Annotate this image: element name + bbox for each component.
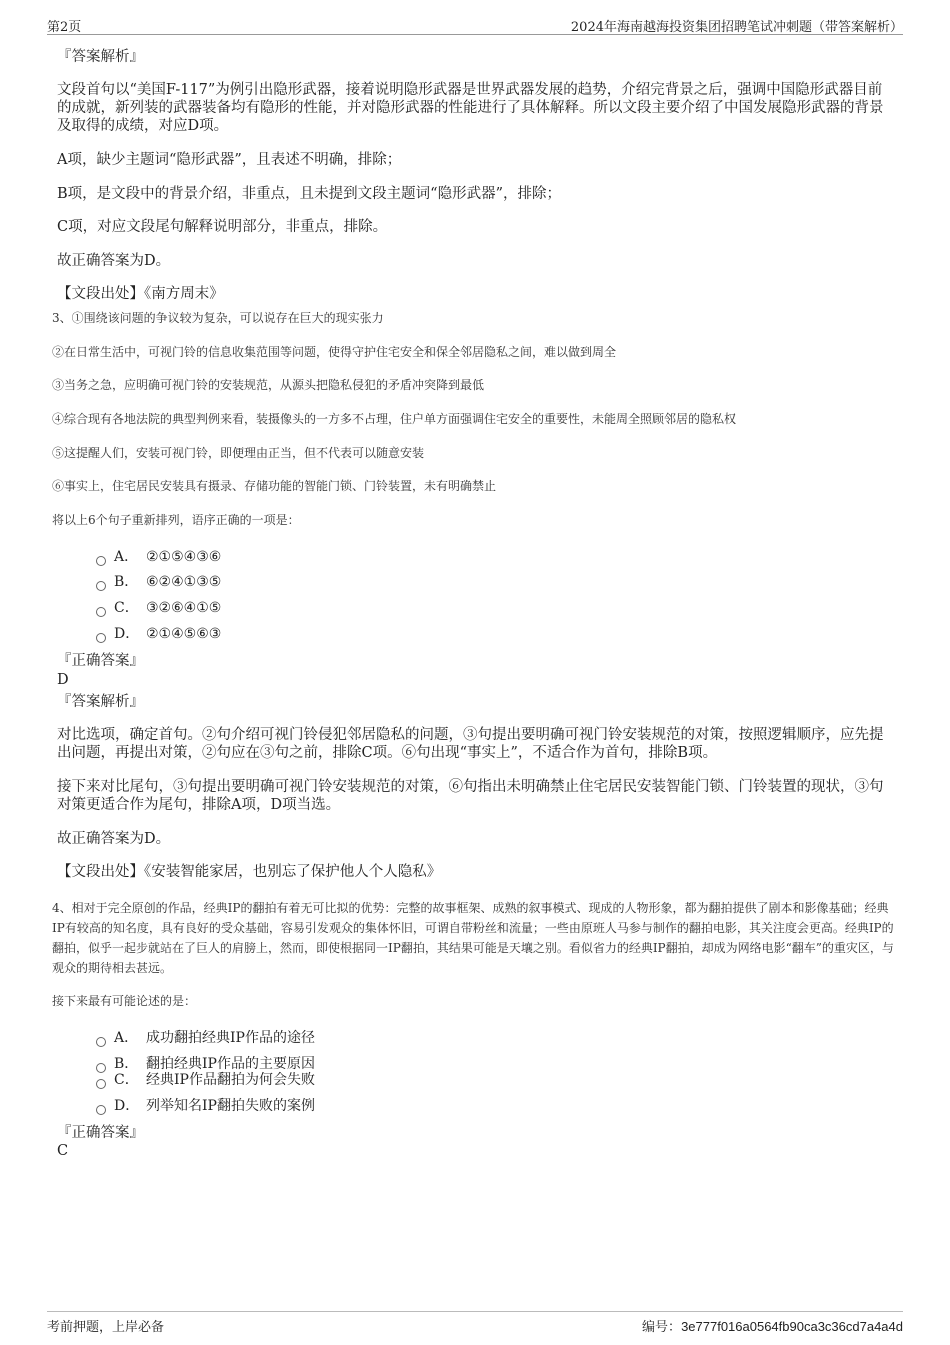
q4-option-c[interactable]: [96, 1071, 315, 1089]
q3-source: 【文段出处】《安装智能家居，也别忘了保护他人个人隐私》: [57, 864, 442, 880]
option-text: ②①④⑤⑥③: [146, 626, 222, 642]
q2-analysis-paragraph-4: C项，对应文段尾句解释说明部分，非重点，排除。: [57, 219, 388, 235]
q3-analysis-label: 『答案解析』: [57, 694, 144, 710]
option-text: 列举知名IP翻拍失败的案例: [146, 1098, 315, 1114]
option-text: ⑥②④①③⑤: [146, 574, 222, 590]
radio-icon[interactable]: [96, 581, 106, 591]
q3-option-d[interactable]: [96, 625, 221, 643]
page-number: 第2页: [47, 20, 82, 35]
q3-sentence-4: ④综合现有各地法院的典型判例来看，装摄像头的一方多不占理，住户单方面强调住宅安全的重要性，未能周全照顾邻居的隐私权: [52, 412, 737, 426]
q3-option-b[interactable]: [96, 573, 221, 591]
q3-sentence-5: ⑤这提醒人们，安装可视门铃，即便理由正当，但不代表可以随意安装: [52, 446, 425, 460]
q3-sentence-6: ⑥事实上，住宅居民安装具有摄录、存储功能的智能门锁、门铃装置，未有明确禁止: [52, 479, 497, 493]
q4-passage: 4、相对于完全原创的作品，经典IP的翻拍有着无可比拟的优势：完整的故事框架、成熟的叙事模式、现成的人物形象，都为翻拍提供了剧本和影像基础；经典IP有较高的知名度，具有良好的受众基础，容易引发观众的集体怀旧，可谓自带粉丝和流量；一些由原班人马参与制作的翻拍电影，其关注度会更高。经典IP的翻拍，似乎一起步就站在了巨人的肩膀上，然而，即使根据同一IP翻拍，其结果可能是天壤之别。看似省力的经典IP翻拍，却成为网络电影“翻车”的重灾区，与观众的期待相去甚远。: [52, 901, 894, 975]
option-letter: A．: [114, 549, 139, 565]
q2-analysis-paragraph-3: B项，是文段中的背景介绍，非重点，且未提到文段主题词“隐形武器”，排除；: [57, 186, 561, 202]
option-text: 翻拍经典IP作品的主要原因: [146, 1056, 315, 1072]
option-text: ③②⑥④①⑤: [146, 600, 222, 616]
q3-sentence-2: ②在日常生活中，可视门铃的信息收集范围等问题，使得守护住宅安全和保全邻居隐私之间，难以做到周全: [52, 345, 617, 359]
q3-sentence-3: ③当务之急，应明确可视门铃的安装规范，从源头把隐私侵犯的矛盾冲突降到最低: [52, 378, 485, 392]
footer-code: [642, 1316, 903, 1335]
footer-code-value: 3e777f016a0564fb90ca3c36cd7a4a4d: [681, 1319, 903, 1334]
q4-option-d[interactable]: [96, 1097, 315, 1115]
q4-answer: C: [57, 1143, 69, 1159]
q3-analysis-paragraph-2: 接下来对比尾句，③句提出要明确可视门铃安装规范的对策，⑥句指出未明确禁止住宅居民安装智能门锁、门铃装置的现状，③句对策更适合作为尾句，排除A项，D项当选。: [57, 779, 884, 813]
q3-answer-label: 『正确答案』: [57, 653, 144, 669]
q2-conclusion: 故正确答案为D。: [57, 253, 171, 269]
radio-icon[interactable]: [96, 1105, 106, 1115]
option-letter: A．: [114, 1030, 139, 1046]
page-header: [47, 14, 903, 35]
radio-icon[interactable]: [96, 633, 106, 643]
page-footer: [47, 1311, 903, 1334]
option-letter: C．: [114, 1072, 139, 1088]
option-text: 成功翻拍经典IP作品的途径: [146, 1030, 315, 1046]
footer-slogan: 考前押题，上岸必备: [47, 1320, 165, 1335]
q2-analysis-paragraph-2: A项，缺少主题词“隐形武器”，且表述不明确，排除；: [57, 152, 402, 168]
option-letter: B．: [114, 1056, 139, 1072]
q3-sentence-1: 3、①围绕该问题的争议较为复杂，可以说存在巨大的现实张力: [52, 311, 384, 325]
radio-icon[interactable]: [96, 607, 106, 617]
footer-code-label: 编号：: [642, 1320, 682, 1335]
q3-analysis-paragraph-1: 对比选项，确定首句。②句介绍可视门铃侵犯邻居隐私的问题，③句提出要明确可视门铃安装规范的对策，按照逻辑顺序，应先提出问题，再提出对策，②句应在③句之前，排除C项。⑥句出现“事实上”，不适合作为首句，排除B项。: [57, 727, 884, 761]
q3-option-a[interactable]: [96, 548, 221, 566]
q4-answer-label: 『正确答案』: [57, 1125, 144, 1141]
q2-analysis-paragraph-1: 文段首句以“美国F-117”为例引出隐形武器，接着说明隐形武器是世界武器发展的趋势，介绍完背景之后，强调中国隐形武器目前的成就，新列装的武器装备均有隐形的性能，并对隐形武器的性能进行了具体解释。所以文段主要介绍了中国发展隐形武器的背景及取得的成绩，对应D项。: [57, 82, 884, 134]
option-letter: D．: [114, 1098, 140, 1114]
q4-stem: 接下来最有可能论述的是：: [52, 994, 197, 1008]
option-letter: C．: [114, 600, 139, 616]
q2-analysis-label: 『答案解析』: [57, 49, 144, 65]
q3-stem: 将以上6个句子重新排列，语序正确的一项是：: [52, 513, 300, 527]
q2-source: 【文段出处】《南方周末》: [57, 286, 224, 302]
document-title: 2024年海南越海投资集团招聘笔试冲刺题（带答案解析）: [570, 20, 903, 35]
radio-icon[interactable]: [96, 1037, 106, 1047]
q3-option-c[interactable]: [96, 599, 221, 617]
radio-icon[interactable]: [96, 1079, 106, 1089]
q3-answer: D: [57, 672, 69, 688]
radio-icon[interactable]: [96, 556, 106, 566]
q3-conclusion: 故正确答案为D。: [57, 831, 171, 847]
option-letter: B．: [114, 574, 139, 590]
option-text: 经典IP作品翻拍为何会失败: [146, 1072, 315, 1088]
option-text: ②①⑤④③⑥: [146, 549, 222, 565]
q4-option-a[interactable]: [96, 1029, 315, 1047]
option-letter: D．: [114, 626, 140, 642]
